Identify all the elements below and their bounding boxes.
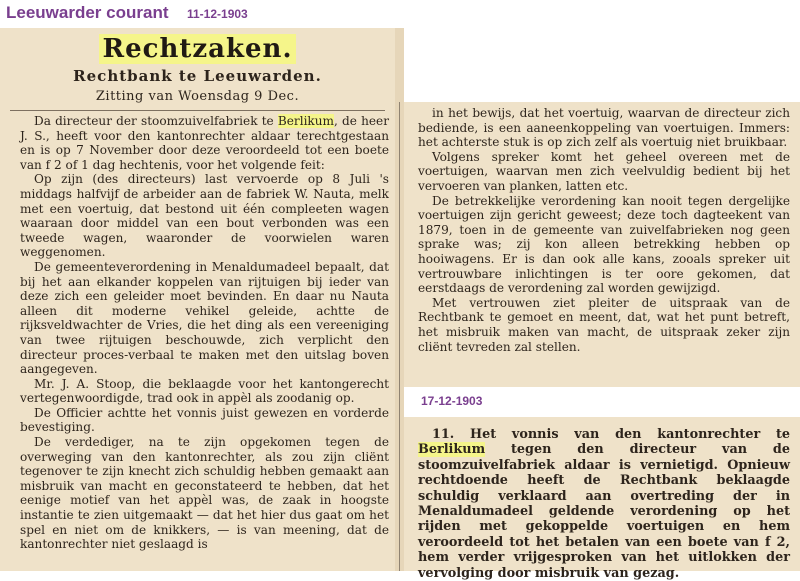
article-paragraph: Op zijn (des directeurs) last vervoerde op 8 Juli 's middags halfvijf de arbeider aan de fabriek W. Nauta, melk met een voertuig, dat bestond uit één compleeten wagen waaraan door middel van een bout verbonden was een tweede wagen, waaronder de voorwielen waren weggenomen.: [20, 172, 389, 260]
session-date: Zitting van Woensdag 9 Dec.: [95, 89, 300, 104]
publication-date: 11-12-1903: [187, 7, 248, 21]
article-paragraph: in het bewijs, dat het voertuig, waarvan de directeur zich bediende, is een aaneenkoppeling van voertuigen. Immers: het achterste stuk is op zich zelf als voertuig niet bruikbaar.: [418, 106, 790, 150]
article-paragraph: Mr. J. A. Stoop, die beklaagde voor het kantongerecht vertegenwoordigde, trad ook in appèl als zoodanig op.: [20, 376, 389, 406]
right-column-text: [418, 106, 790, 354]
article-title: Rechtzaken.: [99, 34, 295, 64]
second-article-text: [418, 427, 790, 581]
highlight-berlikum: Berlikum: [418, 442, 486, 458]
article-paragraph: De verdediger, na te zijn opgekomen tegen de overweging van den kantonrechter, als zou zijn cliënt tegenover te zijn knecht zich schuldig hebben gemaakt aan misbruik van macht en geconstateerd te hebben, dat het eenige motief van het appèl was, de zaak in hoogste instantie te zien uitgemaakt — dat het hier dus gaat om het spel en niet om de knikkers, — is van meening, dat de kantonrechter niet geslaagd is: [20, 435, 389, 552]
newspaper-name: Leeuwarder courant: [6, 3, 169, 22]
left-column-text: [20, 114, 389, 552]
second-article-paragraph: 11. Het vonnis van den kantonrechter te Berlikum tegen den directeur van de stoomzuivelfabriek aldaar is vernietigd. Opnieuw rechtdoende heeft de Rechtbank beklaagde schuldig verklaard aan overtreding der in Menaldumadeel geldende verordening op het rijden met gekoppelde voertuigen en hem veroordeeld tot het betalen van een boete van f 2, hem verder vrijgesproken van het uitlokken der vervolging door misbruik van gezag.: [418, 427, 790, 581]
article-paragraph: De betrekkelijke verordening kan nooit tegen dergelijke voertuigen zijn gericht geweest; deze toch dagteekent van 1879, toen in de gemeente van zuivelfabrieken nog geen sprake was; zij kon alleen betrekking hebben op hooiwagens. Er is dan ook alle kans, zooals spreker uit vertrouwbare inlichtingen is ter oore gekomen, dat eerstdaags de verordening zal worden gewijzigd.: [418, 193, 790, 296]
article-masthead: [0, 34, 395, 106]
header-divider: [10, 110, 385, 111]
article-column-left: [0, 28, 395, 571]
column-rule: [399, 102, 400, 571]
highlight-berlikum: Berlikum: [277, 114, 335, 128]
second-article: [404, 417, 800, 581]
second-article-date: 17-12-1903: [421, 394, 483, 408]
article-paragraph: Da directeur der stoomzuivelfabriek te Berlikum, de heer J. S., heeft voor den kantonrechter aldaar terechtgestaan en is op 7 November door deze veroordeeld tot een boete van f 2 of 1 dag hechtenis, voor het volgende feit:: [20, 114, 389, 172]
header-bar: [0, 0, 800, 28]
article-paragraph: De Officier achtte het vonnis juist gewezen en vorderde bevestiging.: [20, 405, 389, 435]
court-name: Rechtbank te Leeuwarden.: [73, 67, 322, 85]
article-column-right: [404, 102, 800, 387]
article-paragraph: Volgens spreker komt het geheel overeen met de voertuigen, waarvan men zich veelvuldig bedient bij het vervoeren van planken, latten etc.: [418, 149, 790, 193]
article-paragraph: Met vertrouwen ziet pleiter de uitspraak van de Rechtbank te gemoet en meent, dat, wat het punt betreft, het misbruik maken van macht, de uitspraak zeker zijn cliënt tevreden zal stellen.: [418, 295, 790, 354]
article-paragraph: De gemeenteverordening in Menaldumadeel bepaalt, dat bij het aan elkander koppelen van rijtuigen bij ieder van deze zich een geleider moet bevinden. En daar nu Nauta alleen dit moderne vehikel geleide, achtte de rijksveldwachter de Vries, die het ding als een vereeniging van twee rijtuigen beschouwde, zich verplicht den directeur proces-verbaal te maken met den uitslag boven aangegeven.: [20, 259, 389, 377]
